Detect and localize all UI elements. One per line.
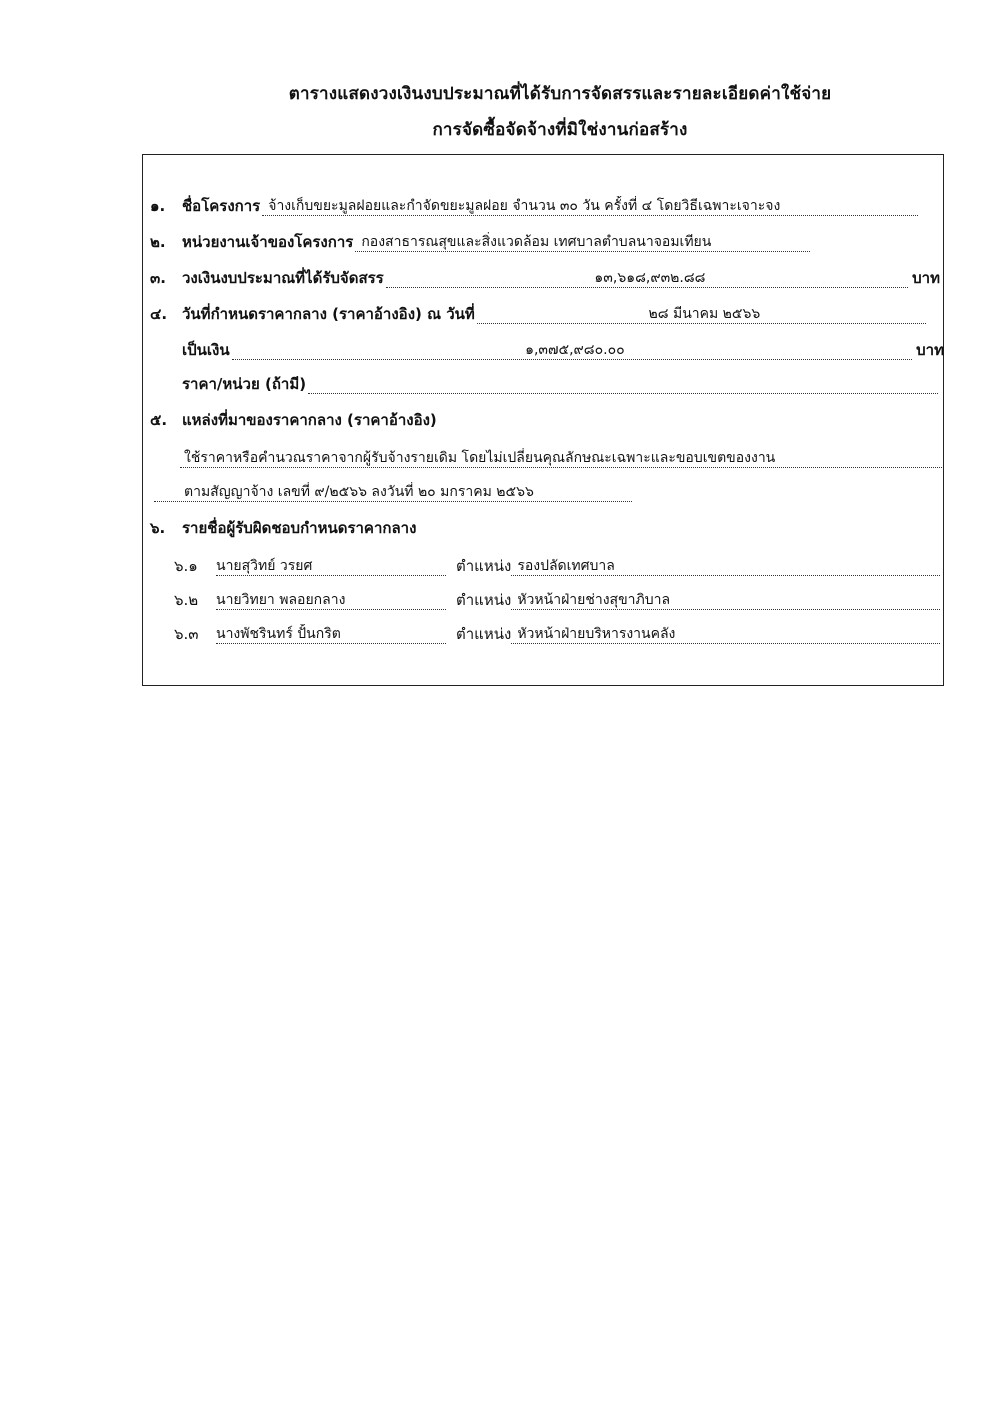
item-number: ๕. — [150, 411, 168, 429]
item-reference-date — [150, 302, 926, 324]
position-label: ตำแหน่ง — [456, 625, 512, 643]
amount-value: ๑,๓๗๕,๙๘๐.๐๐ — [232, 340, 913, 360]
item-number: ๑. — [150, 197, 166, 215]
person-name: นางพัชรินทร์ ปั้นกริต — [216, 624, 446, 644]
person-position: รองปลัดเทศบาล — [511, 556, 940, 576]
document-title: ตารางแสดงวงเงินงบประมาณที่ได้รับการจัดสรรและรายละเอียดค่าใช้จ่าย — [288, 84, 832, 104]
project-name-label: ชื่อโครงการ — [182, 197, 261, 215]
amount-label: เป็นเงิน — [182, 341, 230, 359]
amount-unit: บาท — [916, 341, 944, 359]
person-row — [174, 554, 940, 576]
item-number: ๔. — [150, 305, 168, 323]
item-number: ๓. — [150, 269, 166, 287]
position-label: ตำแหน่ง — [456, 591, 512, 609]
responsible-label: รายชื่อผู้รับผิดชอบกำหนดราคากลาง — [182, 519, 417, 537]
reference-date-label: วันที่กำหนดราคากลาง (ราคาอ้างอิง) ณ วันที่ — [182, 305, 475, 323]
price-source-line-1 — [180, 446, 942, 468]
person-name: นายวิทยา พลอยกลาง — [216, 590, 446, 610]
item-responsible-persons — [150, 516, 750, 538]
item-owner-agency — [150, 230, 810, 252]
project-name-value: จ้างเก็บขยะมูลฝอยและกำจัดขยะมูลฝอย จำนวน ๓๐ วัน ครั้งที่ ๔ โดยวิธีเฉพาะเจาะจง — [262, 196, 918, 216]
per-unit-value — [308, 374, 938, 394]
item-budget — [150, 266, 940, 288]
budget-value: ๑๓,๖๑๘,๙๓๒.๘๘ — [386, 268, 908, 288]
person-name: นายสุวิทย์ วรยศ — [216, 556, 446, 576]
person-index: ๖.๑ — [174, 557, 198, 575]
person-position: หัวหน้าฝ่ายช่างสุขาภิบาล — [511, 590, 940, 610]
price-source-text-1: ใช้ราคาหรือคำนวณราคาจากผู้รับจ้างรายเดิม โดยไม่เปลี่ยนคุณลักษณะเฉพาะและขอบเขตของงาน — [180, 448, 942, 468]
person-row — [174, 588, 940, 610]
price-source-text-2: ตามสัญญาจ้าง เลขที่ ๙/๒๕๖๖ ลงวันที่ ๒๐ มกราคม ๒๕๖๖ — [154, 482, 632, 502]
price-source-label: แหล่งที่มาของราคากลาง (ราคาอ้างอิง) — [182, 411, 437, 429]
person-position: หัวหน้าฝ่ายบริหารงานคลัง — [511, 624, 940, 644]
person-row — [174, 622, 940, 644]
owner-agency-value: กองสาธารณสุขและสิ่งแวดล้อม เทศบาลตำบลนาจอมเทียน — [355, 232, 810, 252]
document-subtitle: การจัดซื้อจัดจ้างที่มิใช่งานก่อสร้าง — [432, 120, 688, 140]
item-price-source — [150, 408, 750, 430]
person-index: ๖.๓ — [174, 625, 199, 643]
position-label: ตำแหน่ง — [456, 557, 512, 575]
item-price-per-unit — [182, 372, 938, 394]
reference-date-value: ๒๘ มีนาคม ๒๕๖๖ — [477, 304, 926, 324]
per-unit-label: ราคา/หน่วย (ถ้ามี) — [182, 375, 307, 393]
price-source-line-2 — [154, 480, 632, 502]
item-number: ๖. — [150, 519, 166, 537]
owner-agency-label: หน่วยงานเจ้าของโครงการ — [182, 233, 354, 251]
item-reference-amount — [182, 338, 944, 360]
budget-unit: บาท — [912, 269, 940, 287]
person-index: ๖.๒ — [174, 591, 199, 609]
item-number: ๒. — [150, 233, 166, 251]
item-project-name — [150, 194, 918, 216]
budget-label: วงเงินงบประมาณที่ได้รับจัดสรร — [182, 269, 384, 287]
